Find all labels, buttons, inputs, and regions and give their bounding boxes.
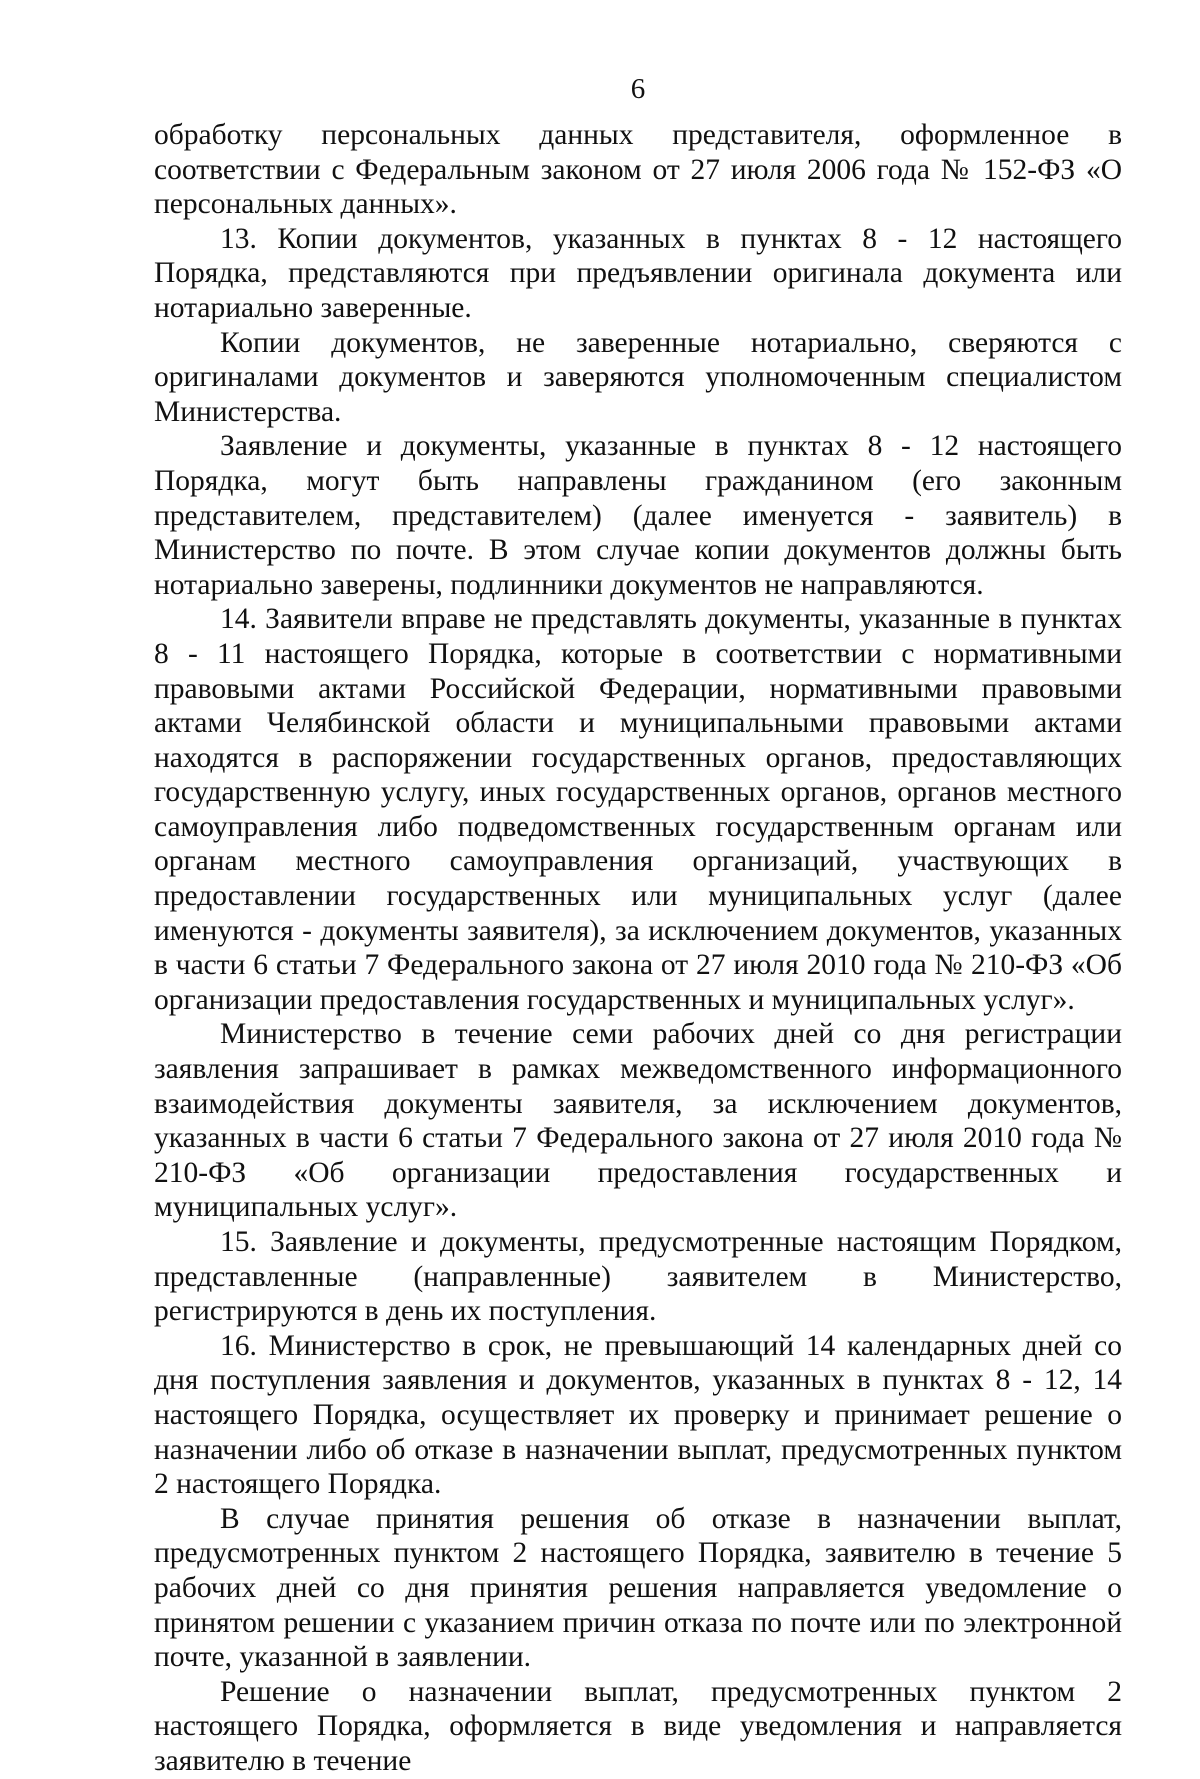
paragraph-interagency-request: Министерство в течение семи рабочих дней со дня регистрации заявления запрашивает в рамках межведомственного информационного взаимодействия документы заявителя, за исключением документов, указанных в части 6 статьи 7 Федерального закона от 27 июля 2010 года № 210-ФЗ «Об организации предоставления государственных и муниципальных услуг».: [154, 1018, 1122, 1224]
paragraph-refusal-notice: В случае принятия решения об отказе в назначении выплат, предусмотренных пунктом 2 настоящего Порядка, заявителю в течение 5 рабочих дней со дня принятия решения направляется уведомление о принятом решении с указанием причин отказа по почте или по электронной почте, указанной в заявлении.: [154, 1502, 1122, 1674]
paragraph-postal-submission: Заявление и документы, указанные в пунктах 8 - 12 настоящего Порядка, могут быть направлены гражданином (его законным представителем, представителем) (далее именуется - заявитель) в Министерство по почте. В этом случае копии документов должны быть нотариально заверены, подлинники документов не направляются.: [154, 430, 1122, 601]
paragraph-item-13: 13. Копии документов, указанных в пунктах 8 - 12 настоящего Порядка, представляются при предъявлении оригинала документа или нотариально заверенные.: [154, 222, 1122, 324]
page-number: 6: [630, 73, 646, 105]
paragraph-payment-decision: Решение о назначении выплат, предусмотренных пунктом 2 настоящего Порядка, оформляется в виде уведомления и направляется заявителю в течение: [154, 1675, 1122, 1777]
paragraph-continuation: обработку персональных данных представителя, оформленное в соответствии с Федеральным законом от 27 июля 2006 года № 152-ФЗ «О персональных данных».: [154, 119, 1122, 221]
paragraph-item-14: 14. Заявители вправе не представлять документы, указанные в пунктах 8 - 11 настоящего Порядка, которые в соответствии с нормативными правовыми актами Российской Федерации, нормативными правовыми актами Челябинской области и муниципальными правовыми актами находятся в распоряжении государственных органов, предоставляющих государственную услугу, иных государственных органов, органов местного самоуправления либо подведомственных государственным органам или органам местного самоуправления организаций, участвующих в предоставлении государственных или муниципальных услуг (далее именуются - документы заявителя), за исключением документов, указанных в части 6 статьи 7 Федерального закона от 27 июля 2010 года № 210-ФЗ «Об организации предоставления государственных и муниципальных услуг».: [154, 603, 1122, 1016]
paragraph-copies-verification: Копии документов, не заверенные нотариально, сверяются с оригиналами документов и заверяются уполномоченным специалистом Министерства.: [154, 326, 1122, 428]
paragraph-item-16: 16. Министерство в срок, не превышающий 14 календарных дней со дня поступления заявления и документов, указанных в пунктах 8 - 12, 14 настоящего Порядка, осуществляет их проверку и принимает решение о назначении либо об отказе в назначении выплат, предусмотренных пунктом 2 настоящего Порядка.: [154, 1329, 1122, 1501]
document-page: [154, 0, 1122, 1777]
document-body: [154, 118, 1122, 1779]
paragraph-item-15: 15. Заявление и документы, предусмотренные настоящим Порядком, представленные (направленные) заявителем в Министерство, регистрируются в день их поступления.: [154, 1226, 1122, 1328]
